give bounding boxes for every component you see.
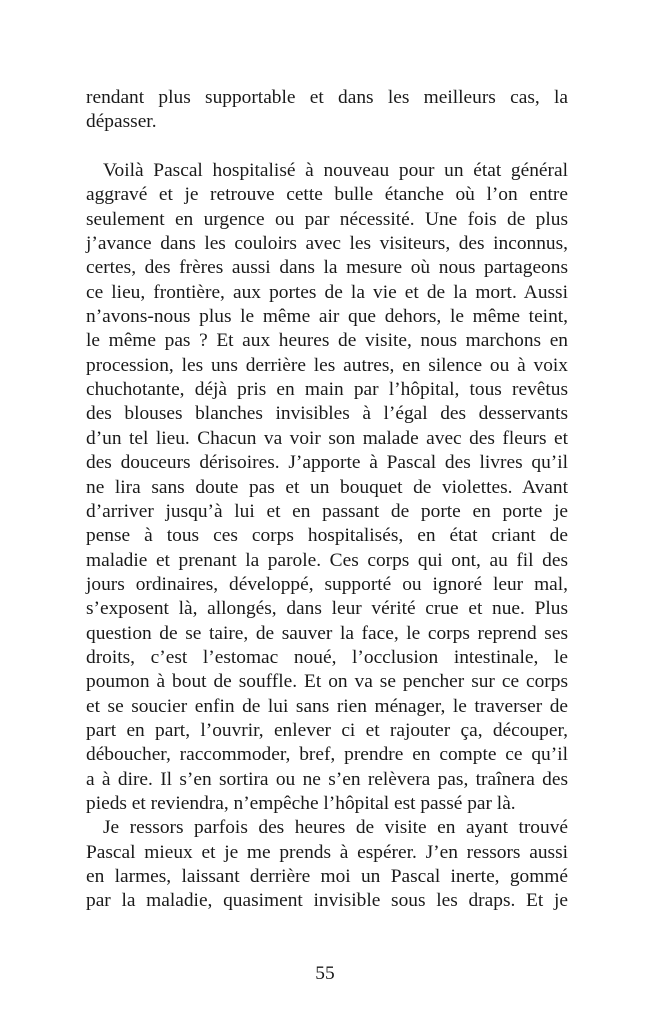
text-line: Pascal mieux et je me prends à espérer. J’en ressors aussi xyxy=(86,841,568,863)
text-line: d’un tel lieu. Chacun va voir son malade avec des fleurs et xyxy=(86,427,568,449)
text-line: aggravé et je retrouve cette bulle étanche où l’on entre xyxy=(86,184,568,206)
text-line: ce lieu, frontière, aux portes de la vie et de la mort. Aussi xyxy=(86,281,568,303)
text-line: rendant plus supportable et dans les meilleurs cas, la xyxy=(86,87,568,108)
text-line: par la maladie, quasiment invisible sous les draps. Et je xyxy=(86,890,568,912)
text-line: part en part, l’ouvrir, enlever ci et rajouter ça, découper, xyxy=(86,719,568,741)
text-line: maladie et prenant la parole. Ces corps qui ont, au fil des xyxy=(86,549,568,571)
text-line: et se soucier enfin de lui sans rien ménager, le traverser de xyxy=(86,695,568,717)
text-line: poumon à bout de souffle. Et on va se pencher sur ce corps xyxy=(86,671,568,693)
text-line: chuchotante, déjà pris en main par l’hôpital, tous revêtus xyxy=(86,379,568,401)
text-line: n’avons-nous plus le même air que dehors, le même teint, xyxy=(86,306,568,328)
text-line: seulement en urgence ou par nécessité. Une fois de plus xyxy=(86,208,568,230)
paragraph-3 xyxy=(86,816,568,913)
text-line: d’arriver jusqu’à lui et en passant de porte en porte je xyxy=(86,500,568,522)
text-line: des blouses blanches invisibles à l’égal des desservants xyxy=(86,403,568,425)
text-line: certes, des frères aussi dans la mesure où nous partageons xyxy=(86,257,568,279)
text-line: pieds et reviendra, n’empêche l’hôpital est passé par là. xyxy=(86,792,516,814)
text-line: dépasser. xyxy=(86,111,157,133)
paragraph-2 xyxy=(86,159,568,816)
text-line: question de se taire, de sauver la face, le corps reprend ses xyxy=(86,622,568,644)
text-line: déboucher, raccommoder, bref, prendre en compte ce qu’il xyxy=(86,744,568,766)
page-body xyxy=(86,86,568,914)
text-line: Voilà Pascal hospitalisé à nouveau pour un état général xyxy=(103,160,568,182)
text-line: droits, c’est l’estomac noué, l’occlusion intestinale, le xyxy=(86,646,568,668)
text-line: jours ordinaires, développé, supporté ou ignoré leur mal, xyxy=(86,573,568,595)
text-line: j’avance dans les couloirs avec les visiteurs, des inconnus, xyxy=(86,233,568,255)
paragraph-gap xyxy=(86,135,568,159)
text-line: le même pas ? Et aux heures de visite, nous marchons en xyxy=(86,330,568,352)
text-line: pense à tous ces corps hospitalisés, en état criant de xyxy=(86,525,568,547)
text-line: procession, les uns derrière les autres, en silence ou à voix xyxy=(86,354,568,376)
text-line: a à dire. Il s’en sortira ou ne s’en relèvera pas, traînera des xyxy=(86,768,568,790)
page-number: 55 xyxy=(315,963,335,984)
paragraph-1 xyxy=(86,86,568,135)
text-line: s’exposent là, allongés, dans leur vérité crue et nue. Plus xyxy=(86,598,568,620)
text-line: Je ressors parfois des heures de visite en ayant trouvé xyxy=(103,817,568,839)
text-line: ne lira sans doute pas et un bouquet de violettes. Avant xyxy=(86,476,568,498)
text-line: des douceurs dérisoires. J’apporte à Pascal des livres qu’il xyxy=(86,452,568,474)
text-line: en larmes, laissant derrière moi un Pascal inerte, gommé xyxy=(86,866,568,887)
